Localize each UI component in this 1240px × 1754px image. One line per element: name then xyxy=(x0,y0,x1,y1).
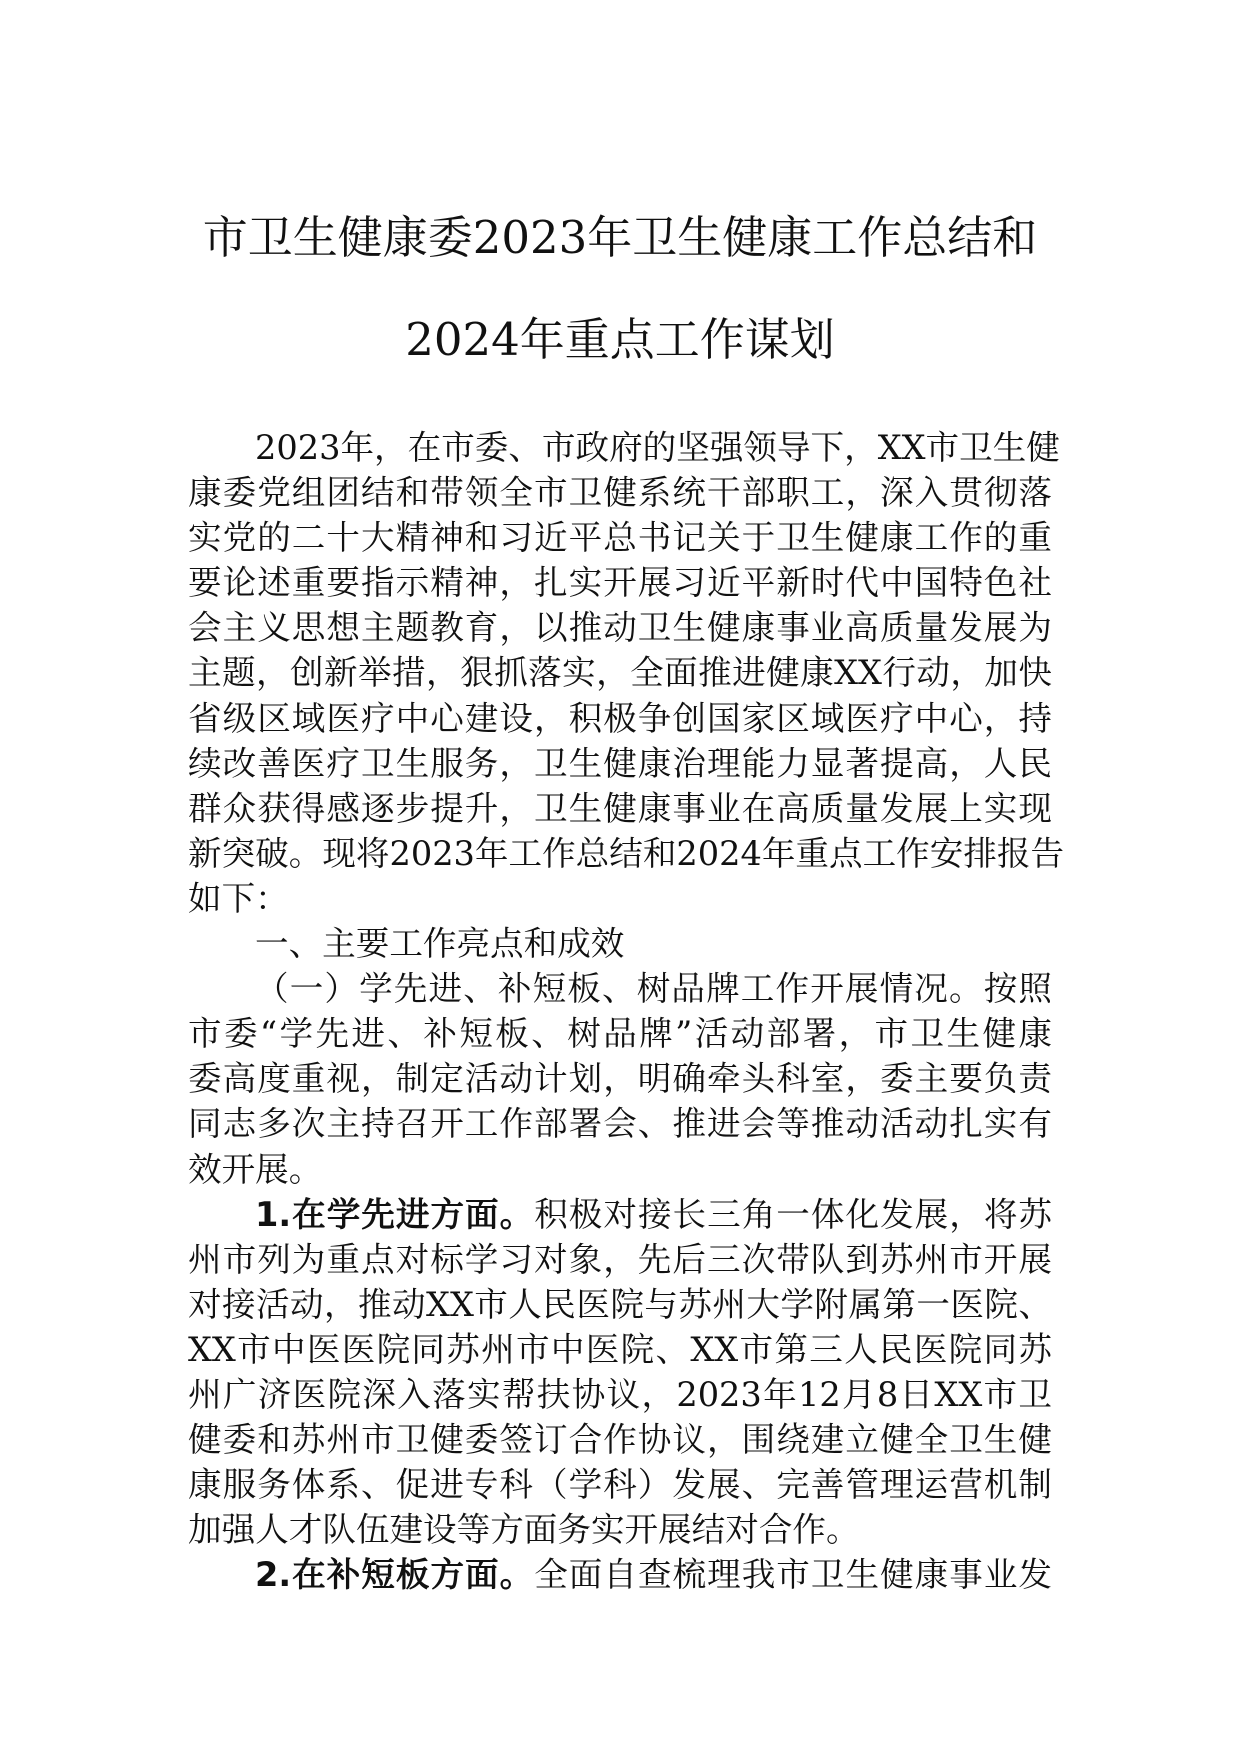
item-2-line: 全面自查梳理我市卫生健康事业发 xyxy=(534,1555,1052,1595)
subsection-line: 市委“学先进、补短板、树品牌”活动部署，市卫生健康 xyxy=(188,1014,1052,1054)
item-1-lead: 1.在学先进方面。 xyxy=(255,1194,535,1234)
document-title-line-2: 2024年重点工作谋划 xyxy=(405,313,835,366)
item-1-line: 加强人才队伍建设等方面务实开展结对合作。 xyxy=(188,1510,860,1550)
item-1-line: 州广济医院深入落实帮扶协议，2023年12月8日XX市卫 xyxy=(188,1374,1052,1414)
intro-line: 2023年，在市委、市政府的坚强领导下，XX市卫生健 xyxy=(255,428,1060,467)
document-title-line-1: 市卫生健康委2023年卫生健康工作总结和 xyxy=(202,211,1038,264)
intro-line: 新突破。现将2023年工作总结和2024年重点工作安排报告 xyxy=(188,833,1065,873)
document-body xyxy=(188,425,1065,1597)
intro-line: 会主义思想主题教育，以推动卫生健康事业高质量发展为 xyxy=(188,608,1052,648)
intro-line: 主题，创新举措，狠抓落实，全面推进健康XX行动，加快 xyxy=(188,653,1052,693)
intro-line: 省级区域医疗中心建设，积极争创国家区域医疗中心，持 xyxy=(188,698,1052,738)
intro-line: 群众获得感逐步提升，卫生健康事业在高质量发展上实现 xyxy=(188,788,1052,828)
item-1-line: 州市列为重点对标学习对象，先后三次带队到苏州市开展 xyxy=(188,1239,1052,1279)
subsection-line: 效开展。 xyxy=(188,1149,323,1189)
subsection-line: （一）学先进、补短板、树品牌工作开展情况。按照 xyxy=(255,969,1052,1009)
item-2-lead: 2.在补短板方面。 xyxy=(255,1555,535,1595)
intro-line: 要论述重要指示精神，扎实开展习近平新时代中国特色社 xyxy=(188,563,1052,603)
item-1-line: 康服务体系、促进专科（学科）发展、完善管理运营机制 xyxy=(188,1465,1052,1505)
item-1-line: 对接活动，推动XX市人民医院与苏州大学附属第一医院、 xyxy=(188,1284,1052,1324)
section-heading: 一、主要工作亮点和成效 xyxy=(255,924,625,964)
item-1-line: 积极对接长三角一体化发展，将苏 xyxy=(534,1194,1052,1234)
intro-line: 康委党组团结和带领全市卫健系统干部职工，深入贯彻落 xyxy=(188,473,1052,513)
item-1-line: XX市中医医院同苏州市中医院、XX市第三人民医院同苏 xyxy=(188,1329,1052,1369)
item-1-line: 健委和苏州市卫健委签订合作协议，围绕建立健全卫生健 xyxy=(188,1420,1052,1460)
item-2-first-line xyxy=(188,1552,1052,1597)
item-1-first-line xyxy=(188,1192,1052,1237)
subsection-line: 同志多次主持召开工作部署会、推进会等推动活动扎实有 xyxy=(188,1104,1052,1144)
intro-line: 续改善医疗卫生服务，卫生健康治理能力显著提高，人民 xyxy=(188,743,1052,783)
intro-line: 实党的二十大精神和习近平总书记关于卫生健康工作的重 xyxy=(188,518,1052,558)
intro-line: 如下： xyxy=(188,878,289,918)
subsection-line: 委高度重视，制定活动计划，明确牵头科室，委主要负责 xyxy=(188,1059,1052,1099)
